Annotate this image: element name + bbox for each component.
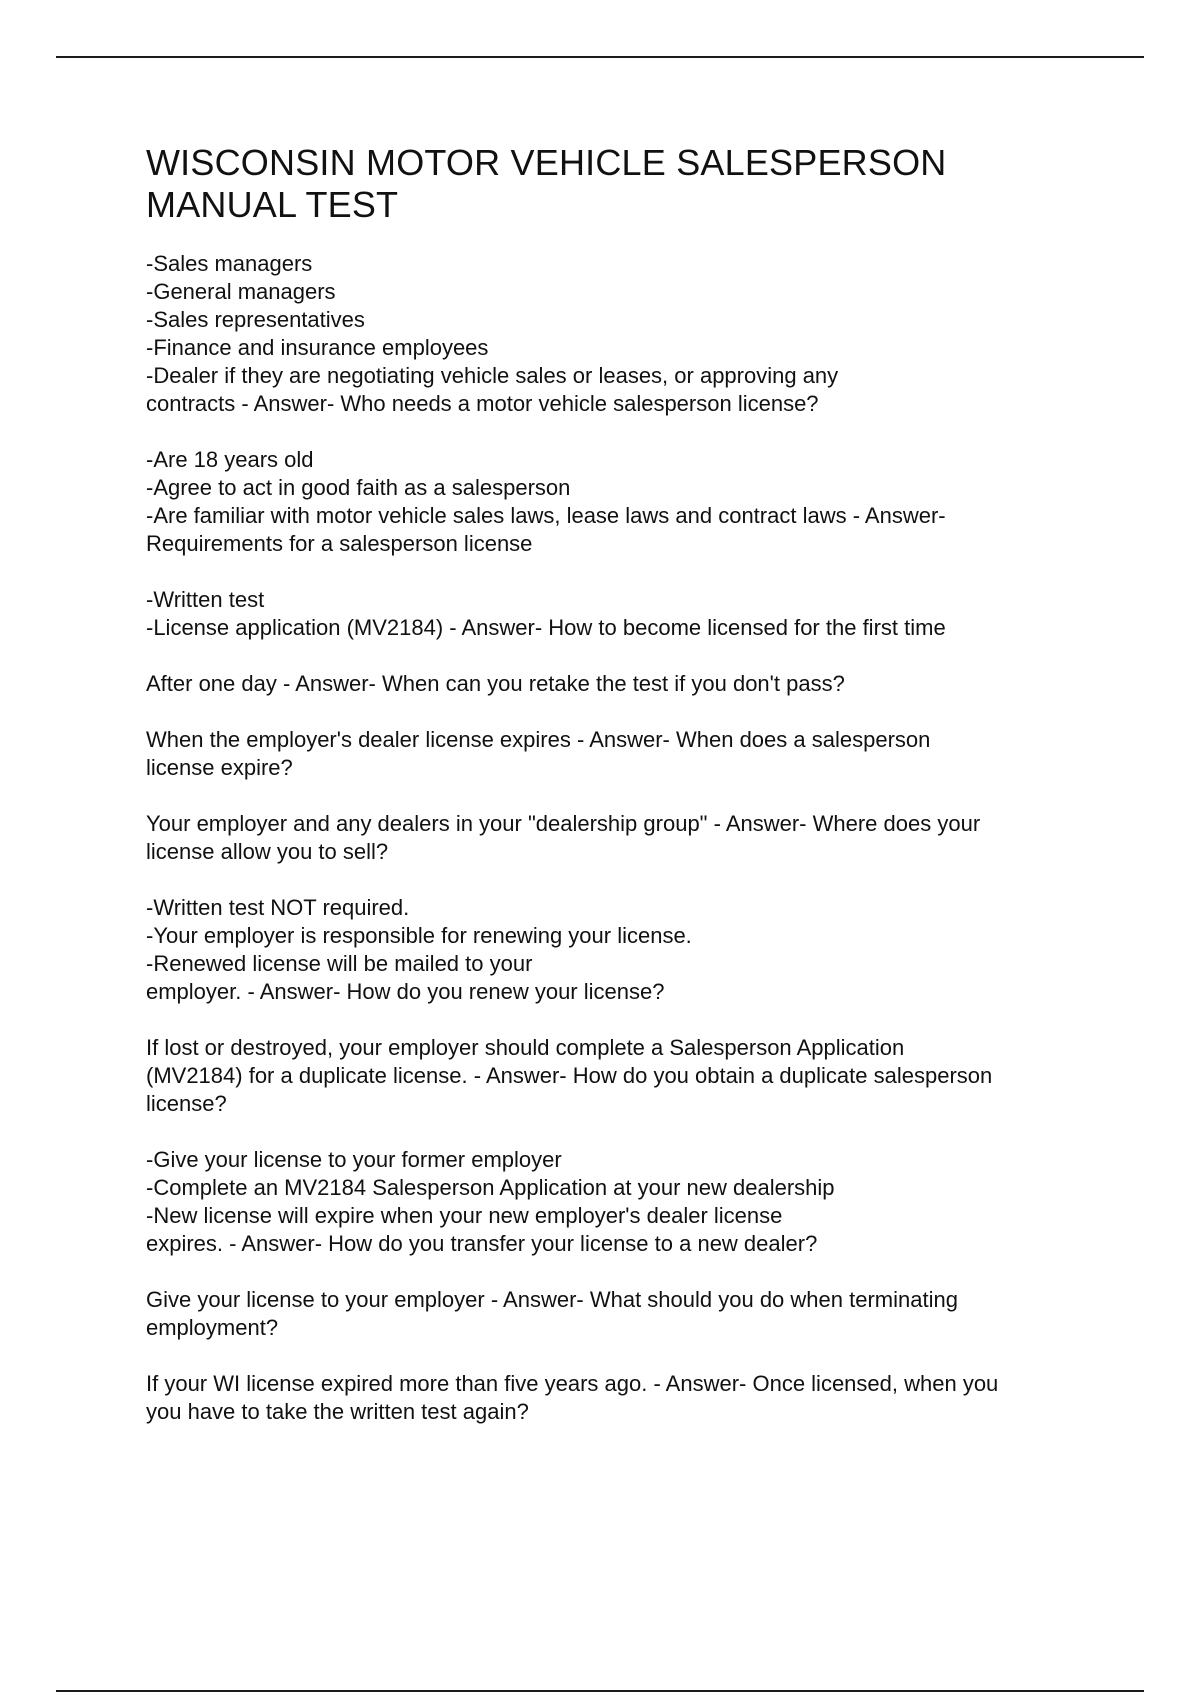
qa-line: license allow you to sell? <box>146 839 389 864</box>
qa-line: -Dealer if they are negotiating vehicle sales or leases, or approving any <box>146 363 839 388</box>
qa-entry <box>146 1370 1106 1426</box>
qa-line: Requirements for a salesperson license <box>146 531 533 556</box>
qa-line: -Complete an MV2184 Salesperson Application at your new dealership <box>146 1175 835 1200</box>
qa-line: -License application (MV2184) - Answer- How to become licensed for the first time <box>146 615 946 640</box>
qa-line: -Are familiar with motor vehicle sales laws, lease laws and contract laws - Answer- <box>146 503 946 528</box>
qa-entry <box>146 1034 1106 1118</box>
qa-entry <box>146 1146 1106 1258</box>
qa-line: employment? <box>146 1315 279 1340</box>
qa-line: -General managers <box>146 279 336 304</box>
qa-line: -Written test <box>146 587 265 612</box>
qa-entry <box>146 446 1106 558</box>
qa-line: you have to take the written test again? <box>146 1399 529 1424</box>
qa-line: -Are 18 years old <box>146 447 314 472</box>
document-title <box>146 142 1106 226</box>
qa-entry <box>146 670 1106 698</box>
qa-line: -Finance and insurance employees <box>146 335 489 360</box>
qa-line: license? <box>146 1091 227 1116</box>
qa-line: -Your employer is responsible for renewing your license. <box>146 923 692 948</box>
top-rule <box>56 56 1144 58</box>
bottom-rule <box>56 1690 1144 1692</box>
title-line: MANUAL TEST <box>146 184 399 225</box>
qa-line: (MV2184) for a duplicate license. - Answer- How do you obtain a duplicate salesperson <box>146 1063 993 1088</box>
qa-line: -Sales representatives <box>146 307 365 332</box>
qa-line: -Written test NOT required. <box>146 895 410 920</box>
qa-line: Your employer and any dealers in your "dealership group" - Answer- Where does your <box>146 811 981 836</box>
qa-line: license expire? <box>146 755 293 780</box>
qa-line: If your WI license expired more than five years ago. - Answer- Once licensed, when you <box>146 1371 999 1396</box>
qa-entry <box>146 726 1106 782</box>
qa-line: -Give your license to your former employer <box>146 1147 562 1172</box>
qa-line: After one day - Answer- When can you retake the test if you don't pass? <box>146 671 845 696</box>
qa-entry <box>146 810 1106 866</box>
qa-line: If lost or destroyed, your employer should complete a Salesperson Application <box>146 1035 905 1060</box>
qa-entry <box>146 1286 1106 1342</box>
qa-entry <box>146 894 1106 1006</box>
qa-line: When the employer's dealer license expires - Answer- When does a salesperson <box>146 727 931 752</box>
qa-line: -Sales managers <box>146 251 313 276</box>
document-body <box>146 142 1106 1454</box>
qa-line: -Agree to act in good faith as a salesperson <box>146 475 571 500</box>
qa-line: -New license will expire when your new employer's dealer license <box>146 1203 783 1228</box>
qa-line: employer. - Answer- How do you renew your license? <box>146 979 665 1004</box>
qa-line: Give your license to your employer - Answer- What should you do when terminating <box>146 1287 958 1312</box>
qa-entry <box>146 250 1106 418</box>
qa-entry <box>146 586 1106 642</box>
qa-line: expires. - Answer- How do you transfer your license to a new dealer? <box>146 1231 818 1256</box>
qa-line: -Renewed license will be mailed to your <box>146 951 533 976</box>
qa-line: contracts - Answer- Who needs a motor vehicle salesperson license? <box>146 391 819 416</box>
title-line: WISCONSIN MOTOR VEHICLE SALESPERSON <box>146 142 947 183</box>
